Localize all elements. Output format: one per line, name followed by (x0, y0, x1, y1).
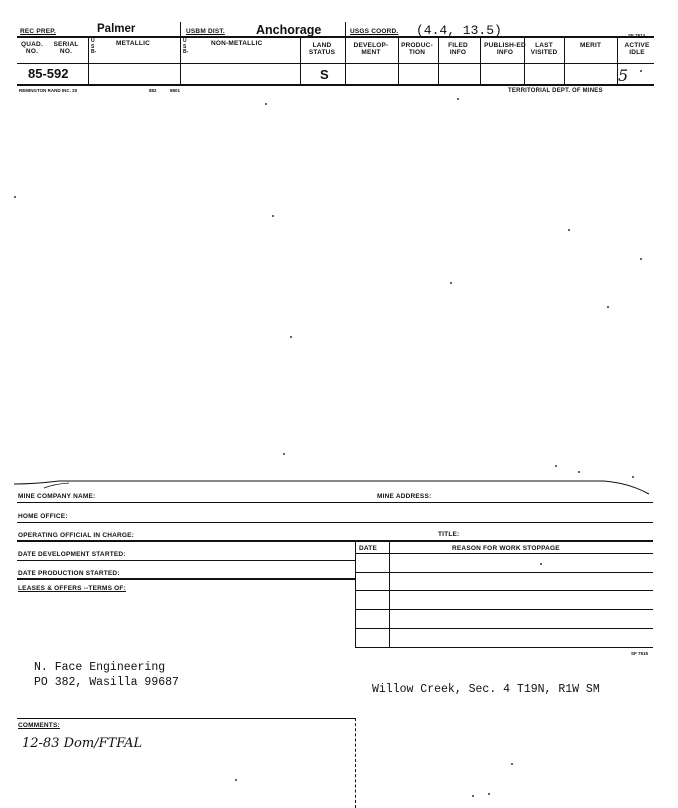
usbm-dist-value: Anchorage (256, 23, 322, 37)
date-production-label: DATE PRODUCTION STARTED: (18, 570, 120, 577)
usgs-coord-value: (4.4, 13.5) (416, 23, 502, 38)
location-description: Willow Creek, Sec. 4 T19N, R1W SM (372, 683, 600, 696)
quad-no-header: QUAD. NO. (21, 41, 43, 55)
mine-address-label: MINE ADDRESS: (377, 493, 432, 500)
reason-column-header: REASON FOR WORK STOPPAGE (452, 545, 560, 552)
published-info-header: PUBLISH-ED INFO (484, 42, 526, 56)
comments-handwritten: 12-83 Dom/FTFAL (22, 736, 143, 751)
date-development-label: DATE DEVELOPMENT STARTED: (18, 551, 126, 558)
form-number-bottom: SF 7915 (631, 651, 649, 656)
nonmetallic-header: NON-METALLIC (211, 40, 263, 47)
company-address-line: PO 382, Wasilla 99687 (34, 676, 179, 689)
filed-info-header: FILED INFO (448, 42, 468, 56)
serial-no-header: SERIAL NO. (53, 41, 79, 55)
rec-prep-label: REC PREP. (20, 28, 56, 35)
usbm-dist-label: USBM DIST. (186, 28, 225, 35)
printer-code-b: 8801 (170, 88, 181, 93)
active-idle-mark: 5 (618, 66, 629, 85)
land-status-header: LAND STATUS (308, 42, 336, 56)
quad-serial-value: 85-592 (28, 66, 69, 81)
form-number-top: SF 7914 (628, 33, 646, 38)
operating-official-label: OPERATING OFFICIAL IN CHARGE: (18, 532, 135, 539)
metallic-header: METALLIC (116, 40, 150, 47)
company-name-line: N. Face Engineering (34, 661, 166, 674)
mine-company-name-label: MINE COMPANY NAME: (18, 493, 96, 500)
rec-prep-value: Palmer (97, 23, 136, 35)
last-visited-header: LAST VISITED (530, 42, 558, 56)
leases-offers-label: LEASES & OFFERS --TERMS OF: (18, 585, 126, 592)
usb-letters-metallic: U S B- (91, 38, 97, 55)
home-office-label: HOME OFFICE: (18, 513, 68, 520)
development-header: DEVELOP-MENT (353, 42, 389, 56)
printer-label: REMINGTON RAND INC. 20 (19, 88, 78, 93)
date-column-header: DATE (359, 545, 378, 552)
production-header: PRODUC-TION (401, 42, 433, 56)
usgs-coord-label: USGS COORD. (350, 28, 399, 35)
land-status-value: S (320, 67, 329, 82)
comments-label: COMMENTS: (18, 722, 60, 729)
printer-code-a: 882 (149, 88, 157, 93)
active-idle-header: ACTIVE IDLE (624, 42, 650, 56)
usb-letters-nonmetallic: U S B- (183, 38, 189, 55)
merit-header: MERIT (580, 42, 602, 49)
department-label: TERRITORIAL DEPT. OF MINES (508, 88, 603, 94)
torn-card-edge (14, 476, 654, 498)
title-label: TITLE: (438, 531, 460, 538)
